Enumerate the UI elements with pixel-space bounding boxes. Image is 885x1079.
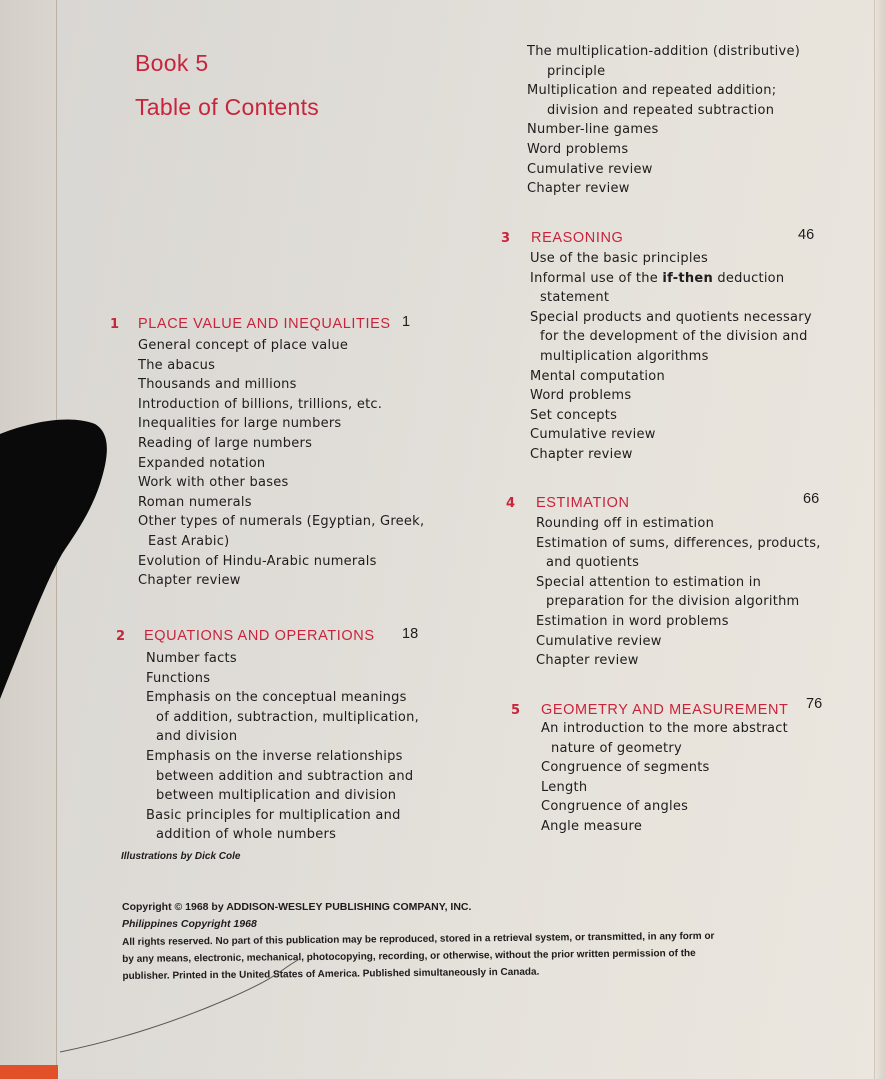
topic-item: Roman numerals xyxy=(138,494,252,510)
chapter-number: 1 xyxy=(110,317,120,332)
topic-item: The abacus xyxy=(138,357,216,373)
topic-item: The multiplication-addition (distributive) principle xyxy=(527,44,801,79)
topic-item: An introduction to the more abstract nature of geometry xyxy=(541,721,788,756)
topic-item: Mental computation xyxy=(530,368,665,384)
chapter-number: 3 xyxy=(501,231,511,246)
illustrations-credit: Illustrations by Dick Cole xyxy=(121,851,241,862)
topic-item: Reading of large numbers xyxy=(138,435,313,451)
topic-item: Emphasis on the inverse relationships between addition and subtraction and between multiplication and division xyxy=(146,748,414,804)
topic-item: Chapter review xyxy=(536,653,639,669)
chapter-number: 2 xyxy=(116,629,126,644)
topic-item: Other types of numerals (Egyptian, Greek, East Arabic) xyxy=(138,514,425,549)
topic-item: Chapter review xyxy=(138,573,241,589)
book-label: Book 5 xyxy=(135,50,209,76)
topic-item: Congruence of angles xyxy=(541,799,689,815)
bold-phrase: if-then xyxy=(662,270,713,286)
chapter-title: ESTIMATION xyxy=(536,495,630,511)
chapter-3-topics xyxy=(530,249,820,465)
chapter-4-heading xyxy=(506,495,630,511)
topic-item: Chapter review xyxy=(527,181,630,197)
topic-item: Cumulative review xyxy=(530,427,656,443)
topic-item: Rounding off in estimation xyxy=(536,516,715,531)
topic-item: Length xyxy=(541,779,588,795)
chapter-3-heading xyxy=(501,230,623,246)
topic-item: Angle measure xyxy=(541,818,643,834)
topic-item: Number facts xyxy=(146,651,237,666)
topic-item: Congruence of segments xyxy=(541,760,710,776)
topic-item: Emphasis on the conceptual meanings of addition, subtraction, multiplication, and division xyxy=(146,690,419,745)
topic-item: Evolution of Hindu-Arabic numerals xyxy=(138,553,377,569)
cover-corner xyxy=(0,1065,58,1079)
topic-item: Informal use of the if-then deduction statement xyxy=(530,270,785,306)
chapter-2-topics xyxy=(146,649,421,845)
chapter-2-heading xyxy=(116,628,375,644)
chapter-5-page: 76 xyxy=(806,696,823,712)
chapter-number: 4 xyxy=(506,496,516,511)
chapter-title: GEOMETRY AND MEASUREMENT xyxy=(541,702,789,718)
topic-item: Cumulative review xyxy=(527,161,653,177)
chapter-1-page: 1 xyxy=(402,314,411,330)
chapter-2-page: 18 xyxy=(402,626,419,642)
topic-item: Expanded notation xyxy=(138,455,266,471)
chapter-title: PLACE VALUE AND INEQUALITIES xyxy=(138,316,391,332)
pen-stroke-mark xyxy=(60,960,300,1060)
topic-item: Set concepts xyxy=(530,407,618,423)
topic-item: Multiplication and repeated addition; division and repeated subtraction xyxy=(527,83,777,118)
chapter-title: REASONING xyxy=(531,230,624,246)
rights-notice: All rights reserved. No part of this publication may be reproduced, stored in a retrieval system, or transmitted, in any form or by any means, electronic, mechanical, photocopying, recording, or otherwise, without the prior written permission of the publisher. Printed in the United States of America. Published simultaneously in Canada. xyxy=(122,930,715,982)
chapter-1-topics xyxy=(138,336,438,591)
topic-item: Work with other bases xyxy=(138,475,289,491)
chapter-2-topics-continued xyxy=(527,42,817,199)
chapter-3-page: 46 xyxy=(798,227,815,243)
topic-item: Estimation in word problems xyxy=(536,613,729,629)
topic-item: Inequalities for large numbers xyxy=(138,416,342,432)
copyright-block xyxy=(122,899,471,933)
topic-item: General concept of place value xyxy=(138,338,349,353)
topic-item: Functions xyxy=(146,670,211,686)
page-title: Table of Contents xyxy=(135,94,320,120)
thumb-shadow xyxy=(0,414,112,704)
topic-item: Use of the basic principles xyxy=(530,251,709,266)
copyright-line: Copyright © 1968 by ADDISON-WESLEY PUBLISHING COMPANY, INC. xyxy=(122,901,472,913)
topic-item: Word problems xyxy=(527,141,629,157)
topic-item: Special products and quotients necessary for the development of the division and multiplication algorithms xyxy=(530,309,812,364)
topic-item: Special attention to estimation in preparation for the division algorithm xyxy=(536,574,800,610)
chapter-1-heading xyxy=(110,316,391,332)
topic-item: Word problems xyxy=(530,388,632,404)
chapter-5-topics xyxy=(541,719,811,837)
topic-item: Number-line games xyxy=(527,122,659,138)
topic-item: Estimation of sums, differences, products, and quotients xyxy=(536,535,821,571)
chapter-5-heading xyxy=(511,702,789,718)
topic-item: Chapter review xyxy=(530,446,633,462)
chapter-4-topics xyxy=(536,514,826,671)
chapter-4-page: 66 xyxy=(803,491,820,507)
topic-item: Thousands and millions xyxy=(138,377,297,393)
topic-item: Basic principles for multiplication and addition of whole numbers xyxy=(146,807,401,843)
philippines-copyright-line: Philippines Copyright 1968 xyxy=(122,918,257,930)
page-right-edge xyxy=(874,0,885,1079)
topic-item: Introduction of billions, trillions, etc. xyxy=(138,396,383,412)
topic-item: Cumulative review xyxy=(536,633,662,649)
chapter-title: EQUATIONS AND OPERATIONS xyxy=(144,628,375,644)
chapter-number: 5 xyxy=(511,703,521,718)
